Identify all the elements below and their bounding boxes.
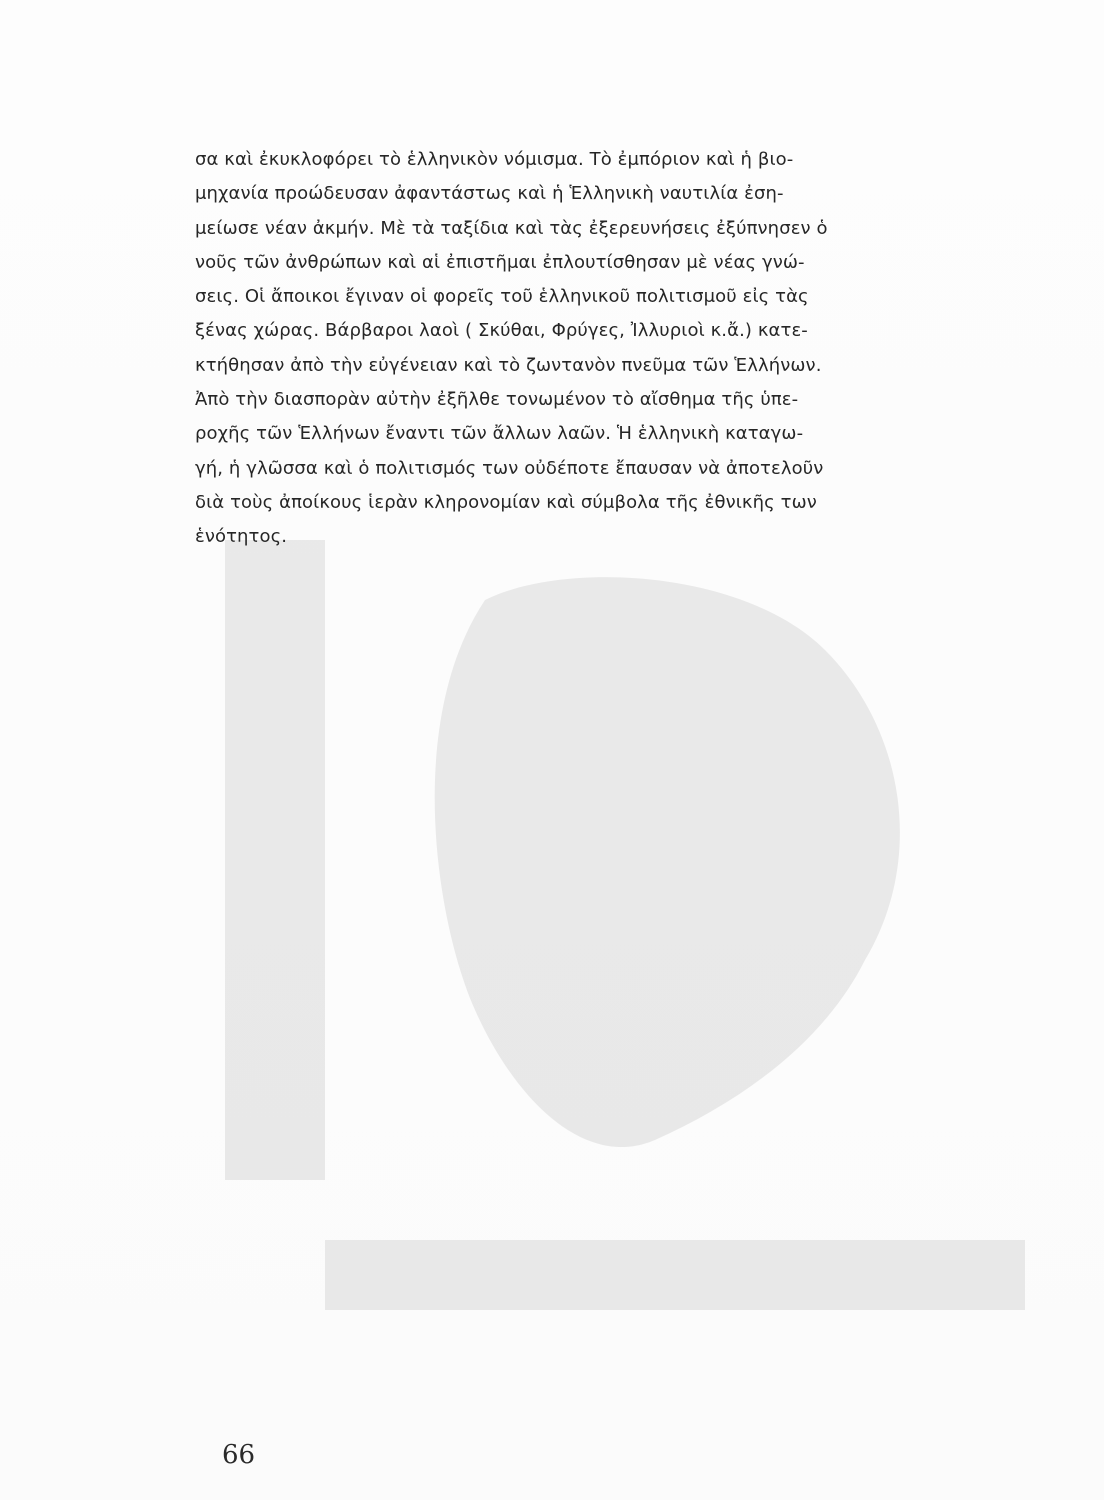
text-line: ξένας χώρας. Βάρβαροι λαοὶ ( Σκύθαι, Φρύγες, Ἰλλυριοὶ κ.ἄ.) κατε- [195, 320, 808, 342]
show-through-caption-band [325, 1240, 1025, 1310]
text-line: ἑνότητος. [195, 526, 288, 548]
text-line: γή, ἡ γλῶσσα καὶ ὁ πολιτισμός των οὐδέποτε ἔπαυσαν νὰ ἀποτελοῦν [195, 457, 824, 479]
text-line: Ἀπὸ τὴν διασπορὰν αὐτὴν ἐξῆλθε τονωμένον τὸ αἴσθημα τῆς ὑπε- [195, 389, 799, 411]
text-line: κτήθησαν ἀπὸ τὴν εὐγένειαν καὶ τὸ ζωντανὸν πνεῦμα τῶν Ἑλλήνων. [195, 354, 822, 376]
show-through-spine-band [225, 540, 325, 1180]
text-line: μηχανία προώδευσαν ἀφαντάστως καὶ ἡ Ἑλληνικὴ ναυτιλία ἐση- [195, 183, 784, 205]
page-number: 66 [222, 1440, 256, 1470]
text-line: σα καὶ ἐκυκλοφόρει τὸ ἑλληνικὸν νόμισμα. Τὸ ἐμπόριον καὶ ἡ βιο- [195, 149, 794, 170]
text-line: ροχῆς τῶν Ἑλλήνων ἔναντι τῶν ἄλλων λαῶν. Ἡ ἑλληνικὴ καταγω- [195, 423, 804, 445]
show-through-shadow [225, 540, 1055, 1340]
show-through-map-blob [435, 577, 900, 1147]
body-text [195, 143, 1065, 555]
text-line: μείωσε νέαν ἀκμήν. Μὲ τὰ ταξίδια καὶ τὰς ἐξερευνήσεις ἐξύπνησεν ὁ [195, 217, 828, 239]
text-line: διὰ τοὺς ἀποίκους ἱερὰν κληρονομίαν καὶ σύμβολα τῆς ἐθνικῆς των [195, 491, 817, 513]
text-line: νοῦς τῶν ἀνθρώπων καὶ αἱ ἐπιστῆμαι ἐπλουτίσθησαν μὲ νέας γνώ- [195, 251, 805, 273]
text-line: σεις. Οἱ ἄποικοι ἔγιναν οἱ φορεῖς τοῦ ἑλληνικοῦ πολιτισμοῦ εἰς τὰς [195, 286, 809, 308]
